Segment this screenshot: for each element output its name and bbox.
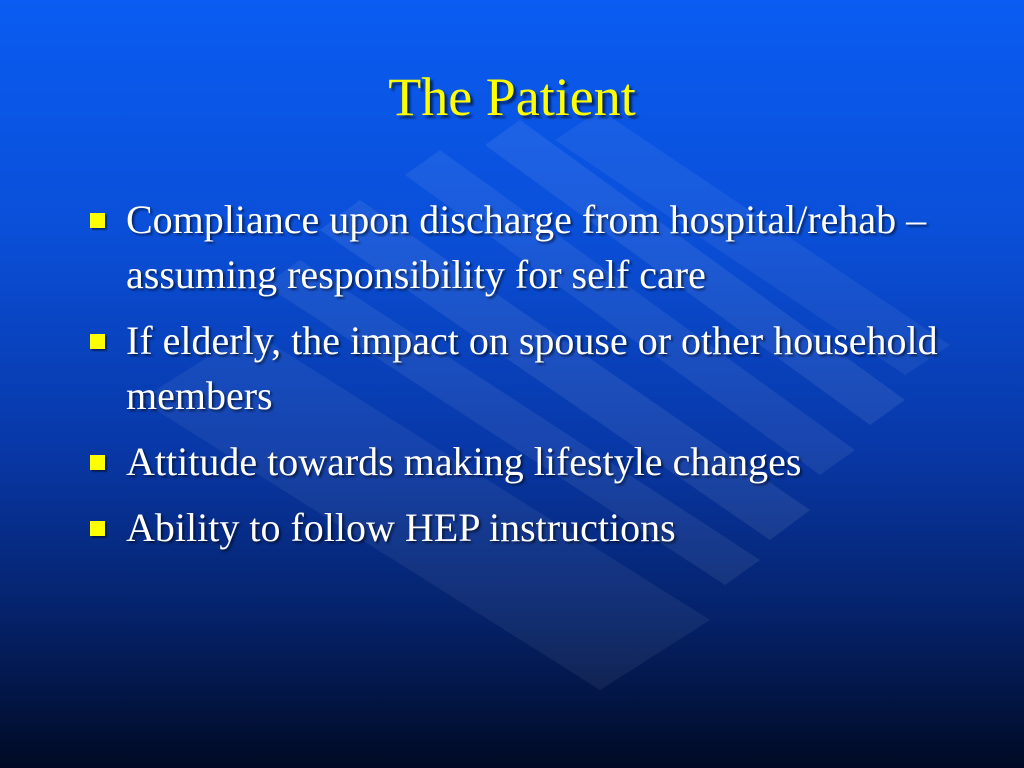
bullet-text: Compliance upon discharge from hospital/rehab – assuming responsibility for self care <box>126 197 927 297</box>
bullet-item <box>90 500 950 555</box>
square-bullet-icon <box>90 455 105 470</box>
square-bullet-icon <box>90 521 105 536</box>
bullet-text: Ability to follow HEP instructions <box>126 505 676 550</box>
bullet-item <box>90 434 950 489</box>
bullet-item <box>90 313 950 423</box>
square-bullet-icon <box>90 213 105 228</box>
bullet-list <box>90 192 950 566</box>
bullet-item <box>90 192 950 302</box>
square-bullet-icon <box>90 334 105 349</box>
bullet-text: If elderly, the impact on spouse or other household members <box>126 318 938 418</box>
bullet-text: Attitude towards making lifestyle changes <box>126 439 802 484</box>
slide-title: The Patient <box>388 67 636 127</box>
